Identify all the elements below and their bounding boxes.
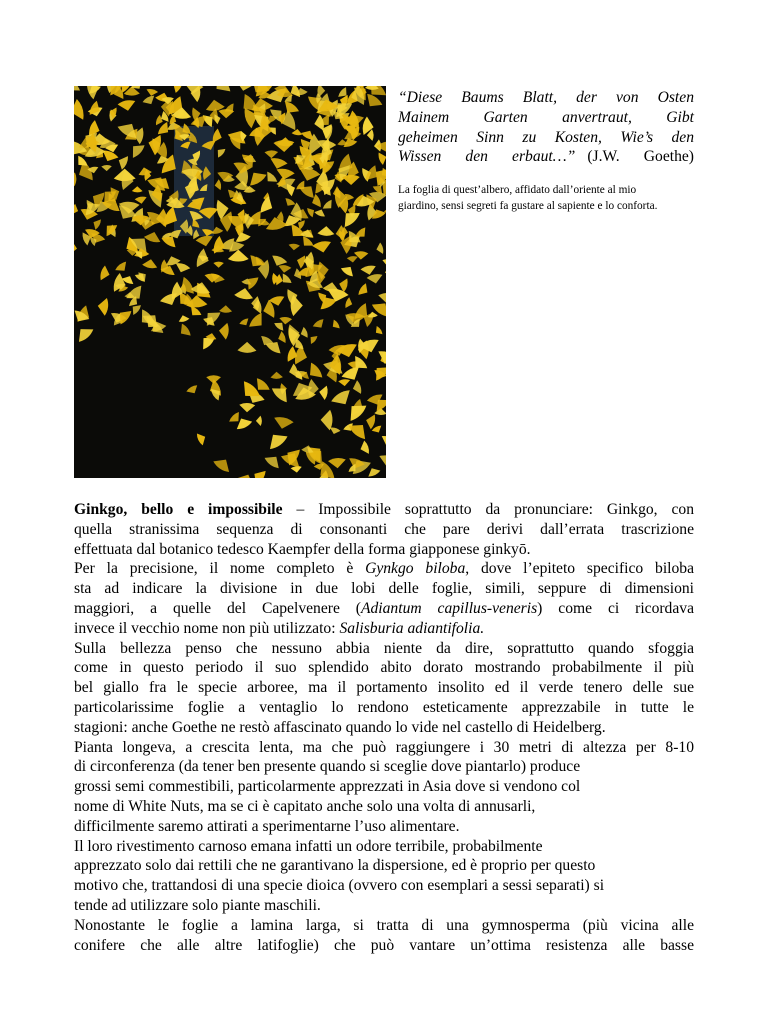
text-span: invece il vecchio nome non più utilizzato:	[74, 619, 340, 637]
text-span: ) come ci ricordava	[537, 599, 694, 617]
text-span: Per la precisione, il nome completo è	[74, 560, 366, 578]
quote-line-3: geheimen Sinn zu Kosten, Wie’s den	[398, 128, 694, 146]
text-line: particolarissime foglie a ventaglio lo rendono esteticamente apprezzabile in tutte le	[74, 698, 694, 716]
quote-line-1: “Diese Baums Blatt, der von Osten	[398, 89, 694, 106]
text-line: come in questo periodo il suo splendido abito dorato mostrando probabilmente il più	[74, 659, 694, 677]
text-line: sta ad indicare la divisione in due lobi delle foglie, simili, seppure di dimensioni	[74, 580, 694, 598]
species-name: Gynkgo biloba	[365, 560, 466, 578]
quote-translation	[398, 183, 698, 214]
paragraph-seeds	[74, 837, 694, 916]
text-line: tende ad utilizzare solo piante maschili.	[74, 896, 321, 914]
paragraph-gymnosperm	[74, 916, 694, 956]
translation-line-2: giardino, sensi segreti fa gustare al sapiente e lo conforta.	[398, 199, 658, 212]
quote-line-2: Mainem Garten anvertraut, Gibt	[398, 108, 694, 126]
translation-line-1: La foglia di quest’albero, affidato dall’oriente al mio	[398, 184, 637, 196]
paragraph-beauty	[74, 639, 694, 738]
quote-author: (J.W. Goethe)	[587, 148, 694, 166]
text-line: Pianta longeva, a crescita lenta, ma che può raggiungere i 30 metri di altezza per 8-10	[74, 738, 694, 756]
text-line: difficilmente saremo attirati a sperimentarne l’uso alimentare.	[74, 817, 460, 835]
text-line: motivo che, trattandosi di una specie dioica (ovvero con esemplari a sessi separati) si	[74, 877, 605, 895]
text-line: di circonferenza (da tener ben presente quando si sceglie dove piantarlo) produce	[74, 758, 581, 776]
text-line: effettuata dal botanico tedesco Kaempfer della forma giapponese ginkyō.	[74, 540, 531, 558]
text-span: – Impossibile soprattutto da pronunciare: Ginkgo, con	[282, 501, 694, 518]
paragraph-intro	[74, 500, 694, 559]
text-line: apprezzato solo dai rettili che ne garantivano la dispersione, ed è proprio per questo	[74, 857, 596, 875]
text-line: Il loro rivestimento carnoso emana infatti un odore terribile, probabilmente	[74, 837, 543, 855]
paragraph-name	[74, 559, 694, 638]
goethe-quote	[398, 88, 694, 167]
text-line	[74, 559, 694, 579]
text-line: nome di White Nuts, ma se ci è capitato anche solo una volta di annusarli,	[74, 797, 536, 815]
quote-line-4	[398, 148, 694, 165]
text-line: stagioni: anche Goethe ne restò affascinato quando lo vide nel castello di Heidelberg.	[74, 718, 606, 736]
species-name: Adiantum capillus-veneris	[360, 599, 538, 617]
text-line: Nonostante le foglie a lamina larga, si tratta di una gymnosperma (più vicina alle	[74, 916, 694, 934]
text-line	[74, 619, 694, 639]
text-span: , dove l’epiteto specifico biloba	[465, 560, 695, 578]
article-body	[74, 500, 694, 955]
text-span: maggiori, a quelle del Capelvenere (	[74, 599, 361, 617]
ginkgo-foliage-image	[74, 86, 386, 478]
text-line: grossi semi commestibili, particolarmente apprezzati in Asia dove si vendono col	[74, 778, 581, 796]
species-name: Salisburia adiantifolia.	[339, 619, 485, 637]
article-title: Ginkgo, bello e impossibile	[74, 501, 283, 518]
paragraph-longevity	[74, 738, 694, 837]
text-line: bel giallo fra le specie arboree, ma il portamento insolito ed il verde tenero delle sue	[74, 679, 694, 697]
text-line: Sulla bellezza penso che nessuno abbia niente da dire, soprattutto quando sfoggia	[74, 639, 694, 657]
text-line: conifere che alle altre latifoglie) che può vantare un’ottima resistenza alle basse	[74, 936, 694, 954]
ginkgo-tree-photo	[74, 86, 386, 478]
text-line: quella stranissima sequenza di consonanti che pare derivi dall’errata trascrizione	[74, 520, 694, 538]
text-line	[74, 599, 694, 619]
text-line	[74, 500, 694, 520]
quote-last-text: Wissen den erbaut…”	[398, 148, 576, 166]
